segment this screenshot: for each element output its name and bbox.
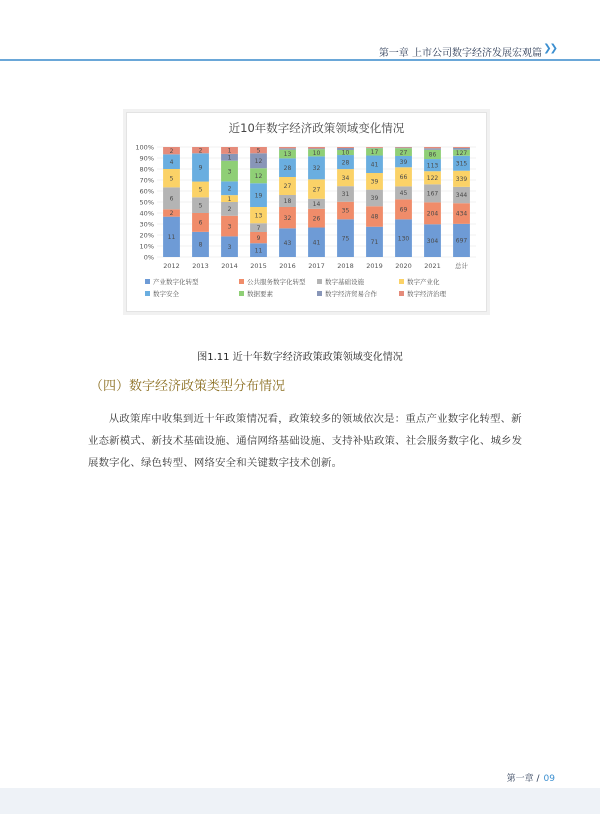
- legend-swatch: [239, 279, 244, 284]
- data-label: 10: [312, 149, 321, 157]
- x-tick-label: 2015: [250, 262, 267, 270]
- data-label: 12: [254, 172, 263, 180]
- data-label: 2: [227, 185, 232, 193]
- page-footer: [507, 771, 555, 784]
- data-label: 10: [341, 149, 350, 157]
- bar-segment: [395, 148, 412, 149]
- data-label: 130: [397, 235, 410, 243]
- x-tick-label: 2020: [395, 262, 412, 270]
- bar-segment: [279, 147, 296, 148]
- data-label: 8: [198, 241, 203, 249]
- data-label: 6: [169, 195, 174, 203]
- data-label: 39: [399, 158, 408, 166]
- chart-title: 近10年数字经济政策领域变化情况: [228, 121, 405, 135]
- data-label: 41: [312, 239, 321, 247]
- data-label: 339: [455, 175, 468, 183]
- data-label: 27: [399, 149, 408, 157]
- data-label: 28: [341, 159, 350, 167]
- y-tick-label: 100%: [135, 143, 154, 152]
- bar-segment: [366, 147, 383, 148]
- bar-segment: [424, 148, 441, 150]
- data-label: 1: [227, 154, 232, 162]
- data-label: 13: [283, 151, 292, 159]
- x-tick-label: 2019: [366, 262, 383, 270]
- data-label: 344: [455, 192, 468, 200]
- x-tick-label: 2017: [308, 262, 325, 270]
- data-label: 113: [426, 162, 439, 170]
- body-paragraph: 从政策库中收集到近十年政策情况看，政策较多的领域依次是：重点产业数字化转型、新业态新模式、新技术基础设施、通信网络基础设施、支持补贴政策、社会服务数字化、城乡发展数字化、绿色转型、网络安全和关键数字技术创新。: [88, 413, 523, 469]
- x-tick-label: 2013: [192, 262, 209, 270]
- data-label: 31: [341, 191, 350, 199]
- data-label: 11: [167, 234, 176, 242]
- data-label: 3: [227, 243, 232, 251]
- data-label: 26: [312, 215, 321, 223]
- legend-label: 数字基础设施: [325, 278, 364, 286]
- data-label: 12: [254, 157, 263, 165]
- data-label: 13: [254, 212, 263, 220]
- y-tick-label: 60%: [139, 187, 154, 196]
- data-label: 5: [256, 147, 261, 155]
- legend-label: 数字经济贸易合作: [325, 290, 377, 298]
- data-label: 32: [312, 165, 321, 173]
- data-label: 2: [169, 210, 174, 218]
- data-label: 71: [370, 239, 379, 247]
- y-tick-label: 70%: [139, 176, 154, 185]
- data-label: 9: [256, 234, 261, 242]
- y-tick-label: 0%: [143, 253, 154, 262]
- data-label: 28: [283, 164, 292, 172]
- data-label: 39: [370, 178, 379, 186]
- data-label: 1: [227, 195, 232, 203]
- data-label: 75: [341, 235, 350, 243]
- data-label: 5: [198, 202, 203, 210]
- data-label: 434: [455, 210, 468, 218]
- x-tick-label: 2018: [337, 262, 354, 270]
- data-label: 27: [312, 186, 321, 194]
- footer-band: [0, 788, 600, 814]
- legend-swatch: [317, 291, 322, 296]
- data-label: 2: [198, 147, 203, 155]
- data-label: 3: [227, 223, 232, 231]
- x-tick-label: 2012: [163, 262, 180, 270]
- data-label: 27: [283, 183, 292, 191]
- bar-segment: [279, 148, 296, 149]
- data-label: 18: [283, 198, 292, 206]
- data-label: 66: [399, 174, 408, 182]
- legend-label: 公共服务数字化转型: [247, 278, 306, 286]
- data-label: 6: [198, 219, 203, 227]
- data-label: 204: [426, 210, 439, 218]
- data-label: 5: [169, 175, 174, 183]
- data-label: 45: [399, 190, 408, 198]
- legend-label: 数字经济治理: [407, 290, 446, 298]
- legend-swatch: [399, 291, 404, 296]
- bar-segment: [395, 147, 412, 148]
- data-label: 17: [370, 149, 379, 157]
- data-label: 19: [254, 192, 263, 200]
- data-label: 122: [426, 174, 439, 182]
- x-tick-label: 2014: [221, 262, 238, 270]
- data-label: 2: [227, 206, 232, 214]
- data-label: 4: [169, 158, 174, 166]
- bar-segment: [337, 147, 354, 148]
- figure-caption: 图1.11 近十年数字经济政策政策领域变化情况: [197, 352, 403, 363]
- data-label: 2: [169, 147, 174, 155]
- chevron-right-icon: ❯❯: [543, 43, 556, 54]
- data-label: 39: [370, 195, 379, 203]
- chapter-title: 第一章 上市公司数字经济发展宏观篇: [378, 48, 542, 59]
- data-label: 35: [341, 207, 350, 215]
- header-divider: [0, 59, 600, 61]
- data-label: 32: [283, 214, 292, 222]
- x-tick-label: 2021: [424, 262, 441, 270]
- bar-segment: [453, 147, 470, 148]
- data-label: 43: [283, 239, 292, 247]
- data-label: 11: [254, 247, 263, 255]
- data-label: 315: [455, 160, 468, 168]
- y-tick-label: 50%: [139, 198, 154, 207]
- page-number: 09: [543, 774, 555, 784]
- x-tick-label: 2016: [279, 262, 296, 270]
- data-label: 697: [455, 237, 468, 245]
- data-label: 304: [426, 237, 439, 245]
- legend-swatch: [317, 279, 322, 284]
- bar-segment: [308, 147, 325, 148]
- legend-label: 数据要素: [247, 290, 273, 298]
- policy-domain-chart: [127, 113, 486, 311]
- y-tick-label: 20%: [139, 231, 154, 240]
- legend-swatch: [145, 279, 150, 284]
- data-label: 7: [256, 224, 261, 232]
- footer-chapter: 第一章 /: [506, 774, 540, 784]
- legend-label: 数字安全: [153, 290, 179, 298]
- legend-label: 数字产业化: [407, 278, 440, 286]
- legend-swatch: [239, 291, 244, 296]
- y-tick-label: 10%: [139, 242, 154, 251]
- data-label: 3: [227, 168, 232, 176]
- legend-label: 产业数字化转型: [153, 278, 199, 286]
- data-label: 41: [370, 161, 379, 169]
- x-tick-label: 总计: [455, 262, 468, 270]
- data-label: 14: [312, 200, 321, 208]
- bar-segment: [424, 147, 441, 148]
- data-label: 127: [455, 149, 468, 157]
- data-label: 86: [428, 151, 437, 159]
- data-label: 5: [198, 186, 203, 194]
- legend-swatch: [399, 279, 404, 284]
- data-label: 48: [370, 213, 379, 221]
- data-label: 1: [227, 147, 232, 155]
- data-label: 34: [341, 174, 350, 182]
- data-label: 167: [426, 190, 439, 198]
- y-tick-label: 30%: [139, 220, 154, 229]
- y-tick-label: 90%: [139, 154, 154, 163]
- legend-swatch: [145, 291, 150, 296]
- section-heading: （四）数字经济政策类型分布情况: [90, 379, 286, 394]
- stacked-bar-chart: [127, 113, 486, 311]
- data-label: 9: [198, 164, 203, 172]
- data-label: 69: [399, 206, 408, 214]
- y-tick-label: 80%: [139, 165, 154, 174]
- y-tick-label: 40%: [139, 209, 154, 218]
